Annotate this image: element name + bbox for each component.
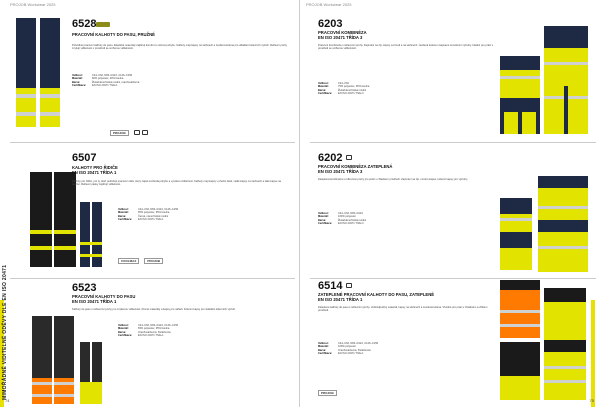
product-description: Pracovní kombinéza s reflexními pruhy. Zapínání na zip, kapsy na hrudi a na stehnech, zesílená kolena s kapsami na kolenní výztuhy. Ideální pro práci v prostředí se sníženou viditelností.: [318, 44, 494, 51]
brand-strip: [318, 390, 337, 396]
snowflake-icon: [346, 155, 352, 160]
product-code: 6528: [72, 18, 97, 30]
product-image-6514: [500, 280, 588, 402]
page-number-right: 75: [589, 398, 594, 403]
feature-badge-icon: [96, 22, 110, 27]
brand-strip: [110, 130, 129, 136]
section-divider: [10, 278, 295, 279]
trousers-illustration: [14, 172, 104, 272]
spec-row: Materiál: 100% polyester: [318, 345, 356, 349]
spec-row: Barva: Černá, námořnická modrá: [118, 214, 168, 218]
spec-row: Barva: Oranžová/černá, žlutá/černá: [318, 348, 371, 352]
product-code: 6523: [72, 282, 97, 294]
product-description: Kalhoty pro řidiče, pro ty, kteří potřebují pracovní oděv, který zajistí svoboda pohybu a vysokou viditelnost. Kalhoty mají kapsy v přední části, velké kapsy na stehnech a také kapsu na telefon. Reflexní pásky zajišťují viditelnost.: [72, 180, 281, 187]
product-specs: [318, 342, 494, 356]
product-section-6202: [300, 144, 600, 279]
section-divider: [10, 142, 295, 143]
product-specs: [118, 208, 288, 222]
snowflake-icon: [346, 283, 352, 288]
section-divider: [310, 278, 596, 279]
product-specs: [118, 324, 288, 338]
product-specs: [72, 74, 290, 88]
brand-logo: PROJOB: [110, 130, 129, 136]
spec-row: Certifikace: EN ISO 20471 Třída 3: [318, 222, 364, 226]
hiviz-icon: [134, 130, 140, 135]
product-image-6203: [500, 26, 588, 138]
spec-row: Materiál: 100% polyester: [318, 215, 356, 219]
page-header-right: PROJOB Workwear 2025: [306, 2, 352, 7]
product-description: Zateplené kalhoty do pasu s reflexními pruhy. Vodoodpudivý materiál, kapsy na stehnech a zesílená kolena. Vhodné pro práci v chladném a vlhkém prostředí.: [318, 306, 488, 313]
product-section-6523: [0, 280, 299, 415]
product-image-6507: [14, 172, 104, 272]
wash-icon: [142, 130, 148, 135]
product-image-6202: [500, 176, 588, 274]
product-description: Zateplená kombinéza s reflexními pruhy pro práci v chladném prostředí. Zapínání na zip, mnoho kapes, kolenní kapsy pro výztuhy.: [318, 178, 468, 181]
spec-row: Velikost: C44–C62, D84–D124, C146–C156: [318, 342, 379, 345]
product-title: ZATEPLENÉ PRACOVNÍ KALHOTY DO PASU, ZATEPLENÉ EN ISO 20471 TŘÍDA 1: [318, 292, 435, 303]
spec-row: Materiál: 60% polyester, 40% bavlna: [72, 77, 124, 81]
side-accent-bar: [591, 300, 595, 407]
product-code: 6514: [318, 280, 343, 292]
spec-row: Materiál: 65% polyester, 35% bavlna: [118, 327, 170, 331]
left-page: [0, 0, 300, 407]
spec-row: Certifikace: EN ISO 20471 Třída 1: [118, 334, 164, 338]
product-title: PRACOVNÍ KOMBINÉZA EN ISO 20471 TŘÍDA 3: [318, 30, 367, 41]
product-title: PRACOVNÍ KOMBINÉZA ZATEPLENÁ EN ISO 20471 TŘÍDA 3: [318, 164, 393, 175]
product-title: KALHOTY PRO ŘIDIČE EN ISO 20471 TŘÍDA 1: [72, 165, 118, 176]
brand-logo: COOLMAX: [118, 258, 139, 264]
product-code: 6507: [72, 152, 97, 164]
page-number-left: 74: [5, 398, 10, 403]
trousers-illustration: [14, 16, 62, 131]
product-image-6523: [14, 316, 104, 406]
spec-row: Materiál: 65% polyester, 35% bavlna: [118, 211, 170, 215]
brand-logo: PROJOB: [144, 258, 163, 264]
product-description: Kalhoty do pasu s reflexními pruhy pro zvýšenou viditelnost. Pevné materiály a kapsy pro nářadí. Kolenní kapsy pro vkládání kolenních výztuh.: [72, 308, 236, 311]
product-title: PRACOVNÍ KALHOTY DO PASU, PRUŽNÉ: [72, 32, 155, 37]
product-code: 6202: [318, 152, 343, 164]
spec-row: Barva: Žlutá/námořnická modrá: [318, 88, 366, 92]
spec-row: Certifikace: EN ISO 20471 Třída 3: [318, 92, 364, 96]
product-section-6528: [0, 8, 299, 143]
brand-logo: PROJOB: [318, 390, 337, 396]
product-section-6203: [300, 8, 600, 143]
coverall-illustration: [500, 176, 588, 274]
spec-row: Materiál: 75% polyester, 25% bavlna: [318, 85, 370, 89]
product-section-6514: [300, 280, 600, 415]
product-title: PRACOVNÍ KALHOTY DO PASU EN ISO 20471 TŘÍDA 1: [72, 294, 136, 305]
trousers-illustration: [500, 280, 588, 402]
spec-row: Certifikace: EN ISO 20471 Třída 1: [118, 218, 164, 222]
spec-row: Velikost: C44–C62, D84–D124, C146–C156: [118, 208, 179, 211]
trousers-illustration: [14, 316, 104, 406]
product-specs: [318, 82, 494, 96]
product-specs: [318, 212, 494, 226]
spec-row: Certifikace: EN ISO 20471 Třída 1: [318, 352, 364, 356]
spec-row: Barva: Žlutá/námořnická modrá, oranžová/černá: [72, 80, 140, 84]
product-code: 6203: [318, 18, 343, 30]
spec-row: Certifikace: EN ISO 20471 Třída 1: [72, 84, 118, 88]
spec-row: Velikost: C44–C62: [318, 82, 349, 85]
spec-row: Barva: Oranžová/černá, žlutá/černá: [118, 330, 171, 334]
side-vertical-label: MIMOŘÁDNĚ VIDITELNÉ ODĚVY DLE EN ISO 20471: [2, 264, 8, 400]
coverall-illustration: [500, 26, 588, 138]
brand-strip: [118, 258, 163, 264]
product-section-6507: [0, 144, 299, 279]
spec-row: Velikost: C44–C62, D84–D124, C146–C156: [72, 74, 133, 77]
spec-row: Barva: Žlutá/námořnická modrá: [318, 218, 366, 222]
spec-row: Velikost: C44–C62, D84–D124, C146–C156: [118, 324, 179, 327]
section-divider: [310, 142, 596, 143]
product-description: Pohodlné pracovní kalhoty do pasu. Elastické materiály zajišťují komfort a volnost pohybu. Kalhoty mají kapsy na stehnech a zesílená kolena pro vkládání kolenních výztuh. Reflexní pruhy zvyšují viditelnost v prostředí se sníženou viditelností.: [72, 44, 287, 51]
spec-row: Velikost: C44–C62, D84–D124: [318, 212, 363, 215]
page-header-left: PROJOB Workwear 2025: [10, 2, 56, 7]
product-image-6528: [14, 16, 62, 131]
right-page: [300, 0, 600, 407]
